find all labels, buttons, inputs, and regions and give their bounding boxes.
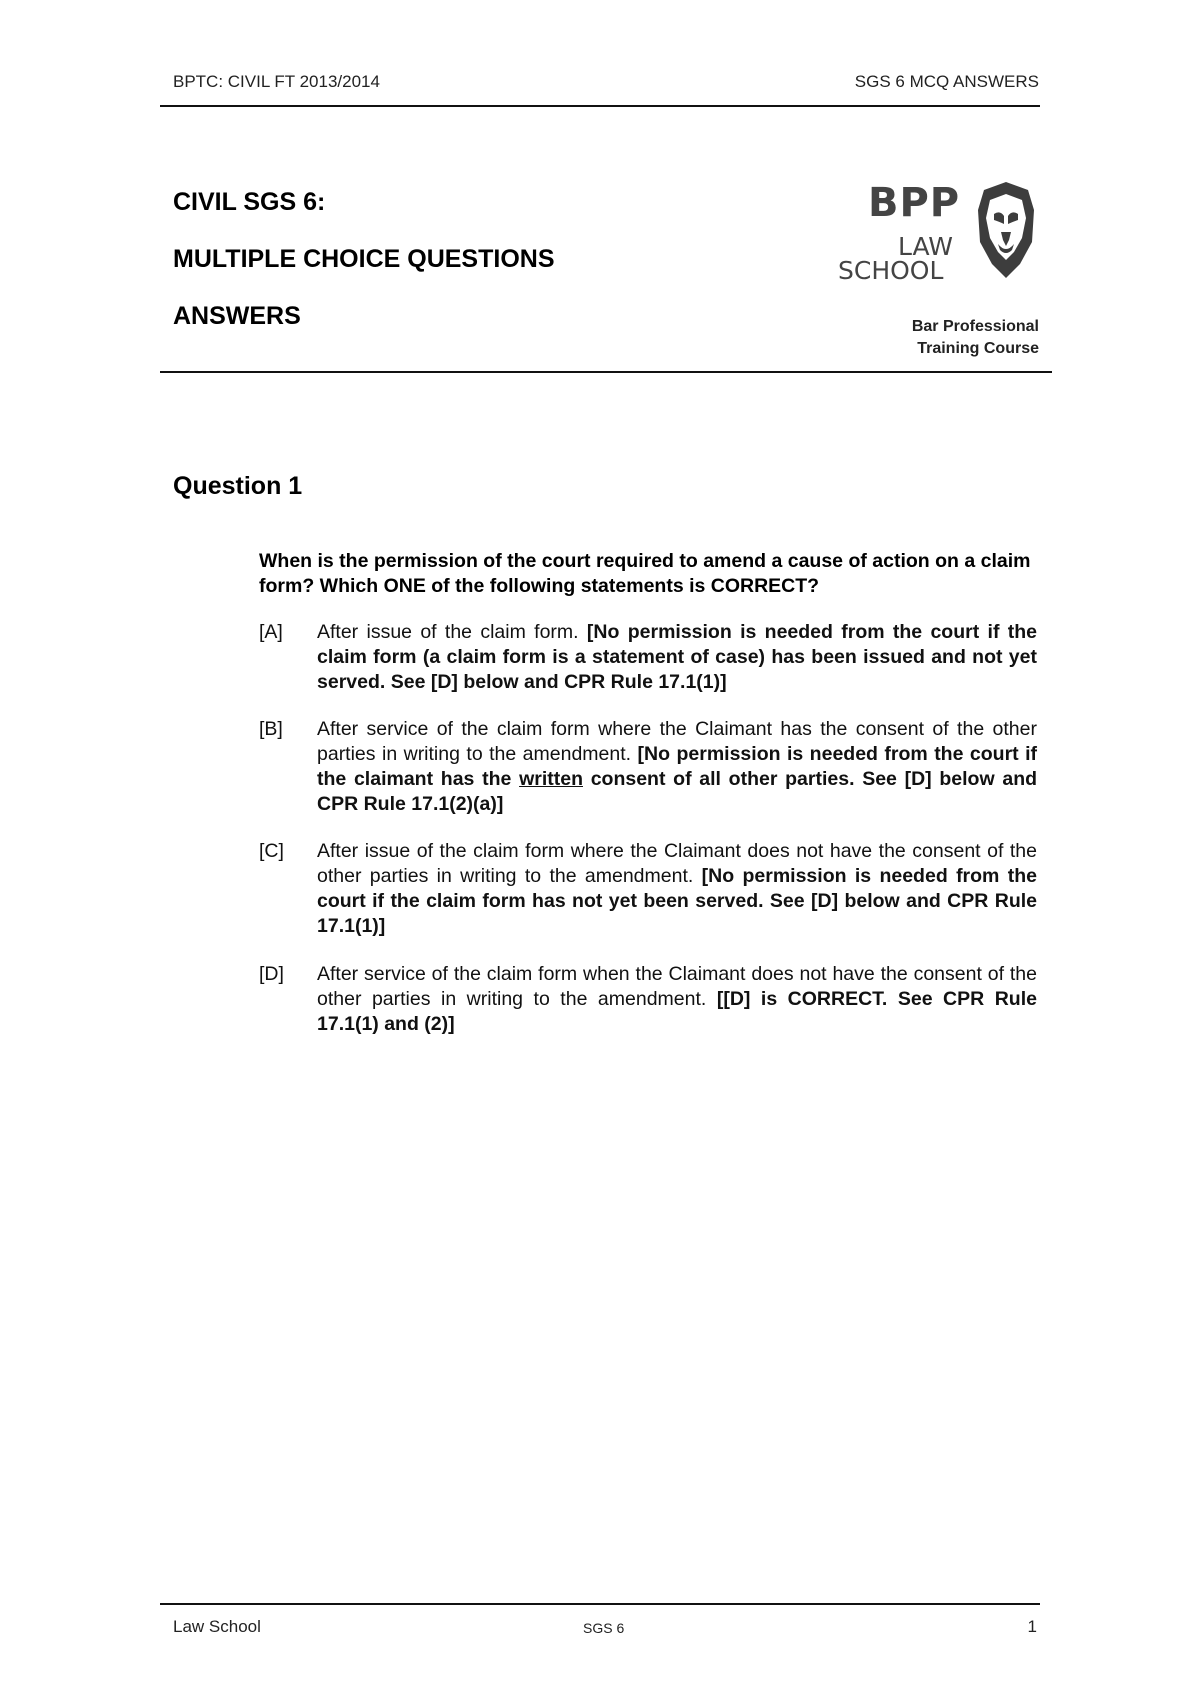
subtitle-line1: Bar Professional (911, 318, 1039, 335)
question-text: When is the permission of the court required to amend a cause of action on a claim form? Which ONE of the following statements is CORRECT? (259, 550, 1031, 597)
option-c (259, 839, 1037, 939)
doc-title-line1: CIVIL SGS 6: (173, 188, 326, 216)
doc-title-line3: ANSWERS (173, 302, 301, 330)
footer-rule (160, 1603, 1040, 1605)
header-rule (160, 105, 1040, 107)
doc-title-line2: MULTIPLE CHOICE QUESTIONS (173, 245, 555, 273)
question-heading: Question 1 (173, 472, 303, 500)
option-c-label: [C] (259, 840, 284, 862)
option-b (259, 717, 1037, 817)
option-d-answer: [[D] is CORRECT. See CPR Rule 17.1(1) and (2)] (317, 988, 1037, 1035)
footer-center: SGS 6 (583, 1620, 625, 1636)
logo-line2: LAW (898, 232, 953, 261)
option-c-text: After issue of the claim form where the Claimant does not have the consent of the other parties in writing to the amendment. (317, 840, 1037, 887)
header-left: BPTC: CIVIL FT 2013/2014 (173, 72, 380, 91)
logo-brand: BPP (868, 180, 961, 226)
logo-line3: SCHOOL (838, 256, 944, 285)
option-b-label: [B] (259, 718, 283, 740)
option-b-answer-underline: written (519, 768, 583, 790)
option-b-answer-post: consent of all other parties. See [D] below and CPR Rule 17.1(2)(a)] (317, 768, 1038, 815)
footer-left: Law School (173, 1617, 261, 1636)
lion-shield-icon (976, 180, 1036, 280)
title-rule (160, 371, 1052, 373)
option-a-label: [A] (259, 621, 283, 643)
header-right: SGS 6 MCQ ANSWERS (854, 72, 1039, 91)
option-a-text: After issue of the claim form. (317, 621, 579, 643)
option-b-text: After service of the claim form where the Claimant has the consent of the other parties in writing to the amendment. (317, 718, 1037, 765)
option-d (259, 962, 1037, 1037)
option-a-answer: [No permission is needed from the court if the claim form (a claim form is a statement of case) has been issued and not yet served. See [D] below and CPR Rule 17.1(1)] (317, 621, 1038, 693)
option-c-answer: [No permission is needed from the court if the claim form has not yet been served. See [D] below and CPR Rule 17.1(1)] (317, 865, 1037, 937)
option-b-answer-pre: [No permission is needed from the court if the claimant has the (317, 743, 1038, 790)
option-d-text: After service of the claim form when the Claimant does not have the consent of the other parties in writing to the amendment. (317, 963, 1037, 1010)
subtitle-line2: Training Course (917, 340, 1039, 357)
option-a (259, 620, 1037, 695)
page-number: 1 (1027, 1617, 1037, 1636)
option-d-label: [D] (259, 963, 284, 985)
